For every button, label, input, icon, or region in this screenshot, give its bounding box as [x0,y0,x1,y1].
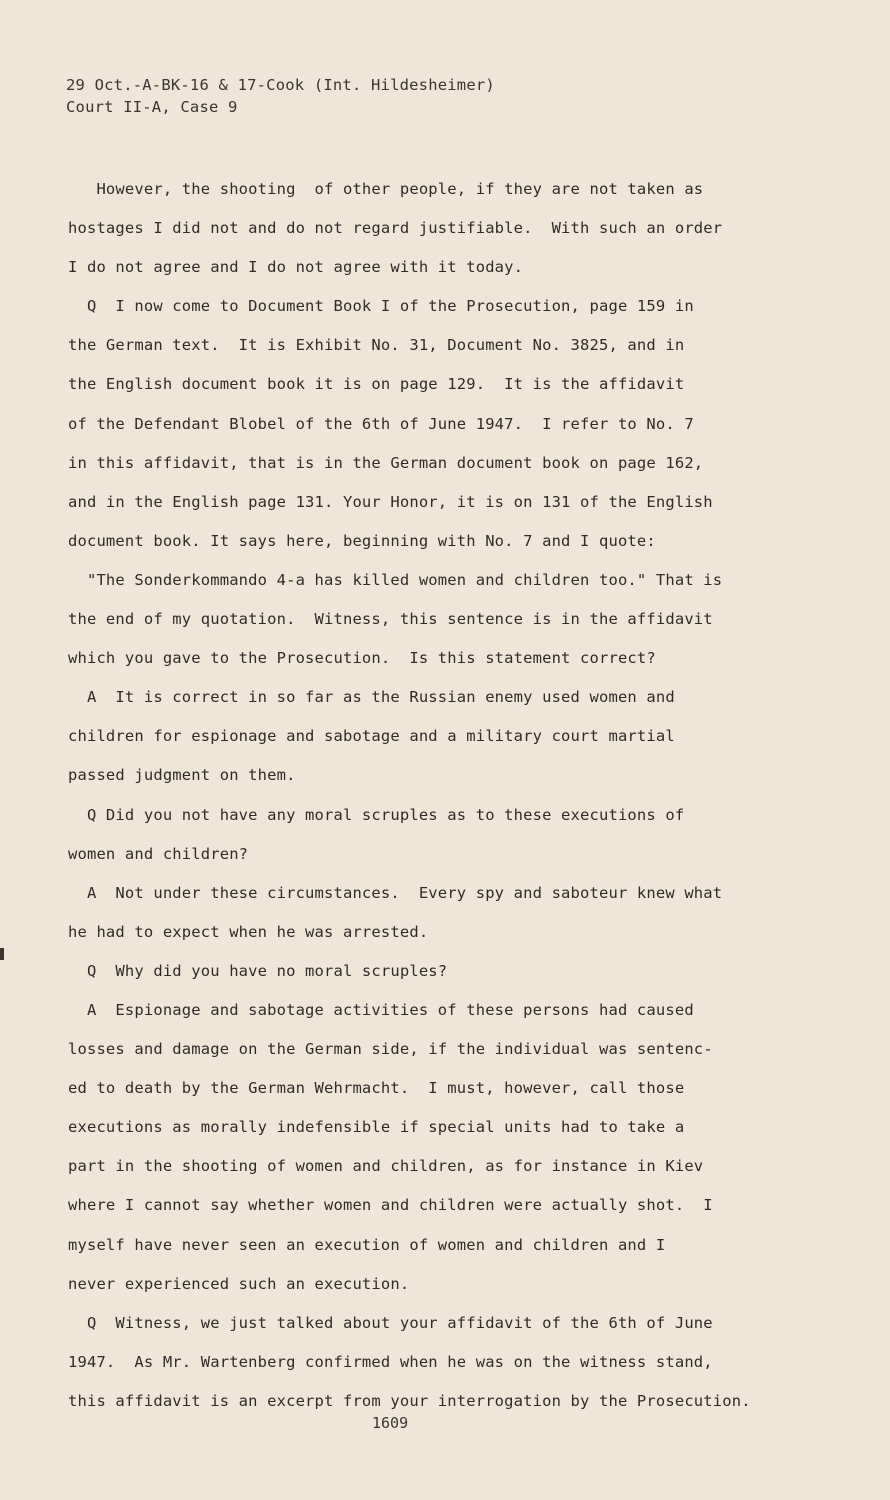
text-line: he had to expect when he was arrested. [68,922,429,941]
header-line-1: 29 Oct.-A-BK-16 & 17-Cook (Int. Hildesheimer) [66,76,495,94]
header-line-2: Court II-A, Case 9 [66,98,238,116]
text-line: Q Did you not have any moral scruples as to these executions of [68,805,685,824]
page-number: 1609 [372,1414,409,1432]
text-line: Q I now come to Document Book I of the Prosecution, page 159 in [68,297,694,316]
text-line: women and children? [68,844,249,863]
text-line: where I cannot say whether women and children were actually shot. I [68,1196,713,1215]
text-line: this affidavit is an excerpt from your interrogation by the Prosecution. [68,1391,751,1410]
text-line: "The Sonderkommando 4-a has killed women and children too." That is [68,570,723,589]
document-header [66,74,495,118]
text-line: hostages I did not and do not regard justifiable. With such an order [68,219,723,238]
text-line: passed judgment on them. [68,766,296,785]
text-line: A Not under these circumstances. Every spy and saboteur knew what [68,883,723,902]
text-line: ed to death by the German Wehrmacht. I must, however, call those [68,1079,685,1098]
text-line: myself have never seen an execution of women and children and I [68,1235,666,1254]
text-line: I do not agree and I do not agree with it today. [68,258,524,277]
text-line: Q Witness, we just talked about your affidavit of the 6th of June [68,1313,713,1332]
text-line: 1947. As Mr. Wartenberg confirmed when he was on the witness stand, [68,1352,713,1371]
text-line: losses and damage on the German side, if the individual was sentenc- [68,1040,713,1059]
margin-mark [0,948,4,960]
text-line: never experienced such an execution. [68,1274,410,1293]
text-line: However, the shooting of other people, if they are not taken as [68,180,704,198]
text-line: the German text. It is Exhibit No. 31, Document No. 3825, and in [68,336,685,355]
text-line: which you gave to the Prosecution. Is this statement correct? [68,649,656,668]
text-line: children for espionage and sabotage and a military court martial [68,727,675,746]
text-line: and in the English page 131. Your Honor, it is on 131 of the English [68,492,713,511]
transcript-body [68,170,768,1421]
text-line: the end of my quotation. Witness, this sentence is in the affidavit [68,610,713,629]
text-line: Q Why did you have no moral scruples? [68,961,448,980]
text-line: in this affidavit, that is in the German document book on page 162, [68,453,704,472]
text-line: A Espionage and sabotage activities of these persons had caused [68,1000,694,1019]
text-line: document book. It says here, beginning with No. 7 and I quote: [68,531,656,550]
text-line: A It is correct in so far as the Russian enemy used women and [68,688,675,707]
text-line: part in the shooting of women and children, as for instance in Kiev [68,1157,704,1176]
text-line: of the Defendant Blobel of the 6th of June 1947. I refer to No. 7 [68,414,694,433]
text-line: executions as morally indefensible if special units had to take a [68,1118,685,1137]
text-line: the English document book it is on page 129. It is the affidavit [68,375,685,394]
